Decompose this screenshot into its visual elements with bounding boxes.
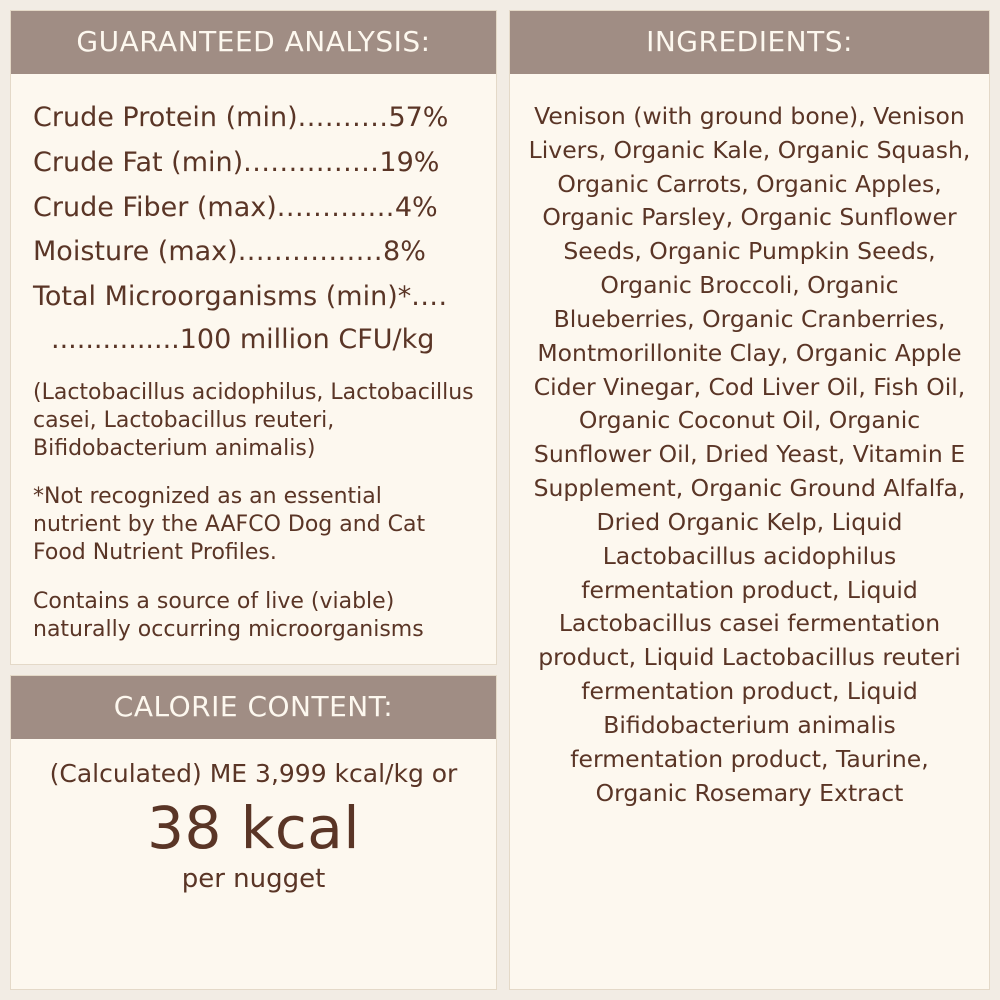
ga-value: 4% [394, 191, 438, 223]
ingredients-text: Venison (with ground bone), Venison Livers, Organic Kale, Organic Squash, Organic Carrots, Organic Apples, Organic Parsley, Organic Sunflower Seeds, Organic Pumpkin Seeds, Organic Broccoli, Organic Blueberries, Organic Cranberries, Montmorillonite Clay, Organic Apple Cider Vinegar, Cod Liver Oil, Fish Oil, Organic Coconut Oil, Organic Sunflower Oil, Dried Yeast, Vitamin E Supplement, Organic Ground Alfalfa, Dried Organic Kelp, Liquid Lactobacillus acidophilus fermentation product, Liquid Lactobacillus casei fermentation product, Liquid Lactobacillus reuteri fermentation product, Liquid Bifidobacterium animalis fermentation product, Taurine, Organic Rosemary Extract [528, 102, 971, 807]
calorie-content-header: CALORIE CONTENT: [11, 676, 496, 739]
guaranteed-analysis-header: GUARANTEED ANALYSIS: [11, 11, 496, 74]
ga-organisms-note: (Lactobacillus acidophilus, Lactobacillus casei, Lactobacillus reuteri, Bifidobacterium animalis) [33, 379, 474, 461]
ga-value: 19% [379, 146, 440, 178]
calorie-per-nugget-label: per nugget [181, 863, 326, 894]
ga-dots: ............. [276, 191, 395, 223]
ga-dots: ................ [237, 236, 384, 268]
ga-label: Total Microorganisms (min)* [33, 281, 412, 313]
ga-row [33, 275, 476, 320]
ga-dots: ............... [243, 146, 380, 178]
calorie-content-body [11, 739, 496, 912]
ga-continuation: ...............100 million CFU/kg [51, 324, 435, 356]
ga-value: 57% [388, 102, 449, 133]
ga-label: Moisture (max) [33, 236, 238, 268]
ga-footnote: *Not recognized as an essential nutrient by the AAFCO Dog and Cat Food Nutrient Profiles. [33, 484, 426, 566]
ingredients-panel [509, 10, 990, 990]
guaranteed-analysis-body [11, 74, 496, 664]
ga-label: Crude Protein (min) [33, 102, 298, 133]
guaranteed-analysis-panel [10, 10, 497, 665]
ingredients-header: INGREDIENTS: [510, 11, 989, 74]
left-column [10, 10, 497, 990]
ga-dots: .......... [297, 102, 389, 133]
calorie-calculated-line: (Calculated) ME 3,999 kcal/kg or [49, 758, 458, 788]
ga-label: Crude Fat (min) [33, 146, 244, 178]
calorie-per-nugget-value: 38 kcal [147, 793, 360, 862]
ga-row [33, 96, 476, 141]
ga-dots: .... [411, 281, 448, 313]
ga-value: 8% [383, 236, 426, 268]
right-column [509, 10, 990, 990]
ga-row [33, 230, 476, 275]
ga-live-organisms-note: Contains a source of live (viable) naturally occurring microorganisms [33, 588, 424, 642]
ga-label: Crude Fiber (max) [33, 191, 277, 223]
ga-row [33, 141, 476, 186]
calorie-content-panel [10, 675, 497, 990]
ga-row [33, 186, 476, 231]
